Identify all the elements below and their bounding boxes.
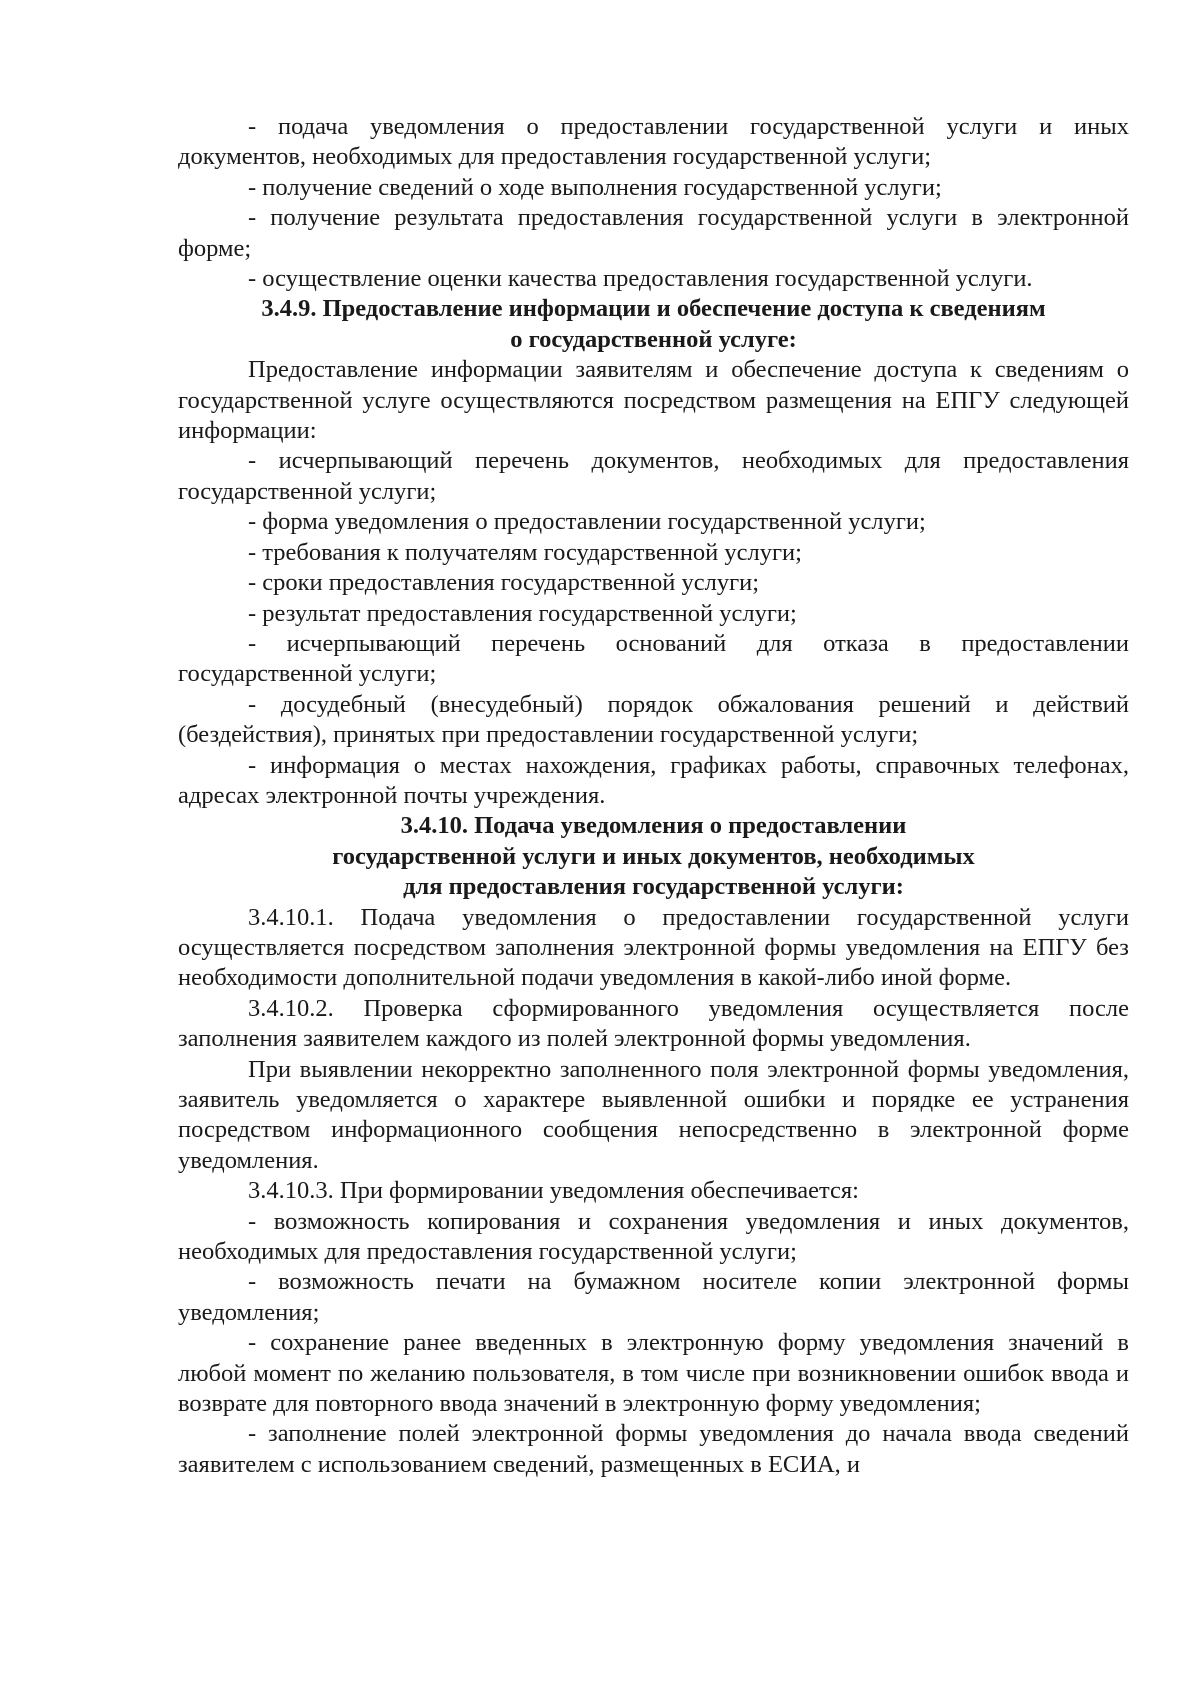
paragraph: При выявлении некорректно заполненного поля электронной формы уведомления, заявитель уведомляется о характере выявленной ошибки и порядке ее устранения посредством информационного сообщения непосредственно в электронной форме уведомления. — [178, 1055, 1129, 1174]
list-item: - сохранение ранее введенных в электронную форму уведомления значений в любой момент по желанию пользователя, в том числе при возникновении ошибок ввода и возврате для повторного ввода значений в электронную форму уведомления; — [178, 1329, 1129, 1418]
document-body — [178, 112, 1129, 1480]
heading-line: государственной услуги и иных документов, необходимых — [332, 842, 975, 870]
list-item: - возможность копирования и сохранения уведомления и иных документов, необходимых для предоставления государственной услуги; — [178, 1207, 1129, 1266]
list-item: - исчерпывающий перечень оснований для отказа в предоставлении государственной услуги; — [178, 629, 1129, 688]
list-item: - форма уведомления о предоставлении государственной услуги; — [248, 508, 926, 536]
paragraph: 3.4.10.3. При формировании уведомления обеспечивается: — [248, 1177, 859, 1205]
list-item: - возможность печати на бумажном носителе копии электронной формы уведомления; — [178, 1268, 1129, 1326]
heading-line: о государственной услуге: — [510, 325, 797, 353]
list-item: - сроки предоставления государственной услуги; — [248, 569, 760, 597]
section-heading-3-4-10 — [178, 811, 1129, 902]
paragraph: - подача уведомления о предоставлении государственной услуги и иных документов, необходимых для предоставления государственной услуги; — [178, 113, 1129, 171]
list-item: - информация о местах нахождения, графиках работы, справочных телефонах, адресах электронной почты учреждения. — [178, 751, 1129, 809]
heading-line: 3.4.9. Предоставление информации и обеспечение доступа к сведениям — [261, 295, 1046, 323]
paragraph: - осуществление оценки качества предоставления государственной услуги. — [248, 265, 1033, 293]
paragraph: 3.4.10.2. Проверка сформированного уведомления осуществляется после заполнения заявителем каждого из полей электронной формы уведомления. — [178, 994, 1129, 1053]
heading-line: 3.4.10. Подача уведомления о предоставлении — [400, 812, 907, 840]
paragraph: 3.4.10.1. Подача уведомления о предоставлении государственной услуги осуществляется посредством заполнения электронной формы уведомления на ЕПГУ без необходимости дополнительной подачи уведомления в какой-либо иной форме. — [178, 903, 1129, 992]
paragraph: - получение результата предоставления государственной услуги в электронной форме; — [178, 204, 1129, 262]
heading-line: для предоставления государственной услуги: — [403, 873, 904, 901]
section-heading-3-4-9 — [178, 294, 1129, 355]
list-item: - исчерпывающий перечень документов, необходимых для предоставления государственной услуги; — [178, 447, 1129, 505]
paragraph: - получение сведений о ходе выполнения государственной услуги; — [248, 173, 942, 201]
list-item: - досудебный (внесудебный) порядок обжалования решений и действий (бездействия), принятых при предоставлении государственной услуги; — [178, 690, 1129, 749]
list-item: - результат предоставления государственной услуги; — [248, 599, 797, 627]
list-item: - требования к получателям государственной услуги; — [248, 538, 802, 566]
paragraph: Предоставление информации заявителям и обеспечение доступа к сведениям о государственной услуге осуществляются посредством размещения на ЕПГУ следующей информации: — [178, 356, 1129, 445]
list-item: - заполнение полей электронной формы уведомления до начала ввода сведений заявителем с использованием сведений, размещенных в ЕСИА, и — [178, 1420, 1129, 1478]
